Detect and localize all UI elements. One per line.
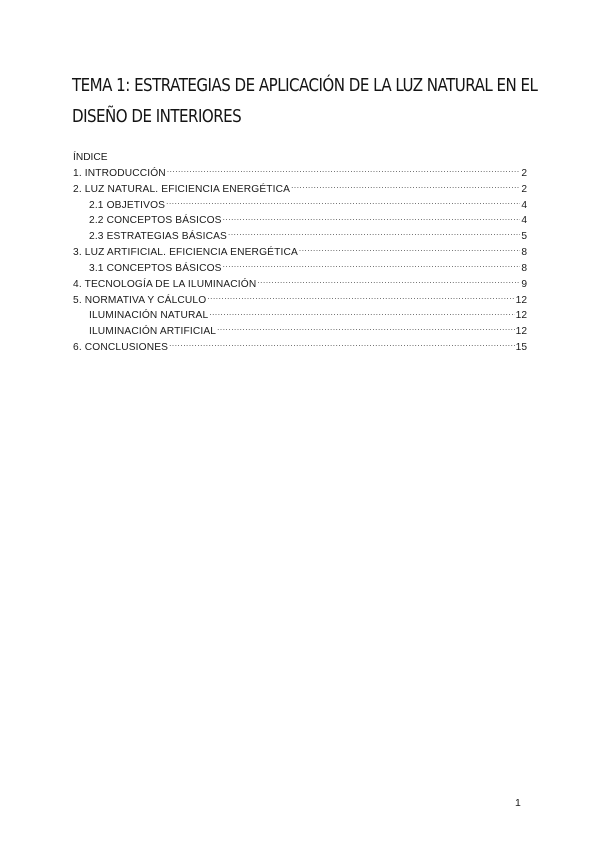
toc-entry[interactable]: [73, 293, 527, 309]
page-number: 1: [515, 797, 521, 809]
toc-entry-label: 5. NORMATIVA Y CÁLCULO: [73, 294, 207, 306]
toc-leader-dots: [223, 261, 520, 271]
toc-leader-dots: [228, 229, 520, 239]
toc-entry-label: 2.1 OBJETIVOS: [89, 199, 166, 211]
toc-entry-page: 12: [515, 310, 527, 322]
toc-entry-label: 3. LUZ ARTIFICIAL. EFICIENCIA ENERGÉTICA: [73, 247, 298, 259]
toc-entry-label: 2.3 ESTRATEGIAS BÁSICAS: [89, 231, 228, 243]
toc-leader-dots: [207, 293, 514, 303]
toc-leader-dots: [299, 245, 520, 255]
toc-entry-label: 3.1 CONCEPTOS BÁSICOS: [89, 262, 222, 274]
toc-entry-page: 5: [521, 231, 527, 243]
toc-entry-page: 15: [515, 342, 527, 354]
toc-entry[interactable]: [73, 308, 527, 324]
toc-heading: ÍNDICE: [73, 152, 108, 163]
toc-entry[interactable]: [73, 245, 527, 261]
toc-entry[interactable]: [73, 340, 527, 356]
toc-entry-label: 1. INTRODUCCIÓN: [73, 167, 166, 179]
toc-entry-label: 4. TECNOLOGÍA DE LA ILUMINACIÓN: [73, 278, 257, 290]
document-title: TEMA 1: ESTRATEGIAS DE APLICACIÓN DE LA LUZ NATURAL EN EL DISEÑO DE INTERIORES: [72, 76, 538, 127]
toc-leader-dots: [169, 340, 515, 350]
toc-entry-page: 4: [521, 215, 527, 227]
toc-entry[interactable]: [73, 324, 527, 340]
toc-entry[interactable]: [73, 198, 527, 214]
toc-entry[interactable]: [73, 261, 527, 277]
toc-entry[interactable]: [73, 229, 527, 245]
toc-leader-dots: [217, 324, 515, 334]
toc-entry-page: 8: [521, 262, 527, 274]
toc-leader-dots: [209, 308, 514, 318]
toc-entry-page: 9: [521, 278, 527, 290]
toc-entry-page: 2: [521, 183, 527, 195]
toc-entry[interactable]: [73, 166, 527, 182]
toc-entry[interactable]: [73, 182, 527, 198]
toc-leader-dots: [167, 166, 520, 176]
toc-entry-label: 2.2 CONCEPTOS BÁSICOS: [89, 215, 222, 227]
table-of-contents: [73, 150, 527, 356]
toc-entry-page: 12: [515, 326, 527, 338]
toc-entry[interactable]: [73, 213, 527, 229]
toc-leader-dots: [291, 182, 520, 192]
toc-leader-dots: [166, 198, 520, 208]
toc-entry-page: 4: [521, 199, 527, 211]
toc-entry-page: 2: [521, 167, 527, 179]
toc-leader-dots: [223, 213, 520, 223]
toc-entry-page: 8: [521, 247, 527, 259]
toc-entry-label: 6. CONCLUSIONES: [73, 342, 169, 354]
toc-entry-label: 2. LUZ NATURAL. EFICIENCIA ENERGÉTICA: [73, 183, 291, 195]
toc-leader-dots: [257, 277, 520, 287]
toc-entry[interactable]: [73, 277, 527, 293]
toc-entry-label: ILUMINACIÓN NATURAL: [89, 310, 209, 322]
toc-entry-label: ILUMINACIÓN ARTIFICIAL: [89, 326, 217, 338]
toc-entry-page: 12: [515, 294, 527, 306]
